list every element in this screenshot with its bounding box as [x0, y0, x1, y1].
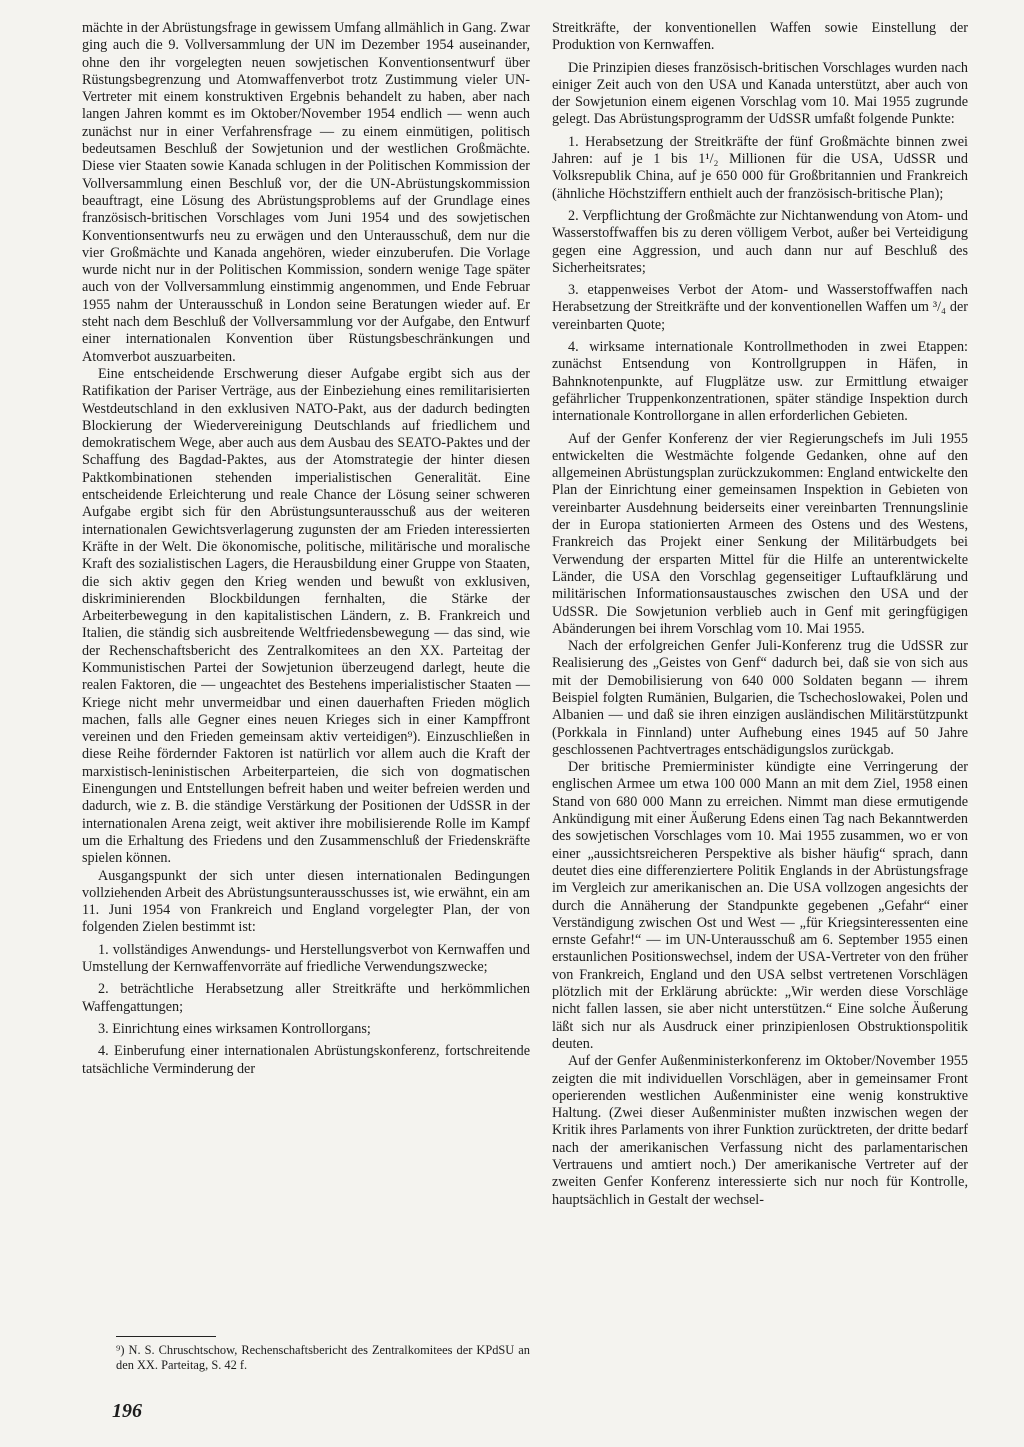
list-item: 3. etappenweises Verbot der Atom- und Wasserstoffwaffen nach Herabsetzung der Streitkräfte und der konventionellen Waffen um ³/₄ der vereinbarten Quote;: [552, 282, 968, 333]
list-item: 4. Einberufung einer internationalen Abrüstungskonferenz, fortschreitende tatsächliche Verminderung der: [82, 1043, 530, 1077]
footnote: [116, 1343, 530, 1373]
left-text-column: [82, 20, 530, 1078]
paragraph: Die Prinzipien dieses französisch-britischen Vorschlages wurden nach einiger Zeit auch von den USA und Kanada unterstützt, aber auch von der Sowjetunion einem eigenen Vorschlag vom 10. Mai 1955 zugrunde gelegt. Das Abrüstungsprogramm der UdSSR umfaßt folgende Punkte:: [552, 59, 968, 128]
right-text-column: [552, 20, 968, 1209]
footnote-text: ⁹) N. S. Chruschtschow, Rechenschaftsbericht des Zentralkomitees der KPdSU an den XX. Parteitag, S. 42 f.: [116, 1343, 530, 1372]
list-item: 1. vollständiges Anwendungs- und Herstellungsverbot von Kernwaffen und Umstellung der Kernwaffenvorräte auf friedliche Verwendungszwecke;: [82, 941, 530, 976]
list-item: 2. Verpflichtung der Großmächte zur Nichtanwendung von Atom- und Wasserstoffwaffen bis zu deren völligem Verbot, außer bei Verteidigung gegen eine Aggression, und auch dann nur auf Beschluß des Sicherheitsrates;: [552, 207, 968, 276]
page-number: 196: [112, 1400, 142, 1422]
paragraph: Ausgangspunkt der sich unter diesen internationalen Bedingungen vollziehenden Arbeit des Abrüstungsunterausschusses ist, wie erwähnt, ein am 11. Juni 1954 von Frankreich und England vorgelegter Plan, der von folgenden Zielen bestimmt ist:: [82, 867, 530, 936]
paragraph: Der britische Premierminister kündigte eine Verringerung der englischen Armee um etwa 100 000 Mann an mit dem Ziel, 1958 einen Stand von 680 000 Mann zu erreichen. Nimmt man diese ermutigende Ankündigung mit einer Äußerung Edens einen Tag nach Bekanntwerden des sowjetischen Vorschlages vom 10. Mai 1955 zusammen, wo er von einer „aussichtsreicheren Perspektive als bisher häufig“ sprach, dann deutet dies eine differenziertere Politik Englands in der Abrüstungsfrage im Vergleich zur amerikanischen an. Die USA vollzogen angesichts der durch die Annäherung der Standpunkte gegebenen „Gefahr“ einer Verständigung zwischen Ost und West — „für Kriegsinteressenten eine ernste Gefahr!“ — im UN-Unterausschuß am 6. September 1955 einen erstaunlichen Positionswechsel, indem der USA-Vertreter von den früher von Frankreich, England und den USA selbst vertretenen Vorschlägen plötzlich mit der Erklärung abrückte: „Wir werden diese Vorschläge nicht fallen lassen, sie aber nicht unterstützen.“ Eine solche Äußerung läßt sich nur als Ausdruck einer prinzipienlosen Obstruktionspolitik deuten.: [552, 759, 968, 1052]
list-item: 3. Einrichtung eines wirksamen Kontrollorgans;: [98, 1020, 371, 1037]
list-item: 2. beträchtliche Herabsetzung aller Streitkräfte und herkömmlichen Waffengattungen;: [82, 981, 530, 1015]
paragraph: mächte in der Abrüstungsfrage in gewissem Umfang allmählich in Gang. Zwar ging auch die 9. Vollversammlung der UN im Dezember 1954 auseinander, ohne den ihr vorgelegten neuen sowjetischen Konventionsentwurf über Rüstungsbegrenzung und Atomwaffenverbot trotz Zustimmung vieler UN-Vertreter mit einem konstruktiven Ergebnis behandelt zu haben, aber nach langen Jahren kommt es im Oktober/November 1954 endlich — wenn auch zunächst nur in einer Verfahrensfrage — zu einem einmütigen, politisch bedeutsamen Beschluß der Sowjetunion und der westlichen Großmächte. Diese vier Staaten sowie Kanada schlugen in der Politischen Kommission der Vollversammlung einen Beschluß vor, der die UN-Abrüstungskommission beauftragt, eine Lösung des Abrüstungsproblems auf der Grundlage eines französisch-britischen Vorschlages vom Juni 1954 und des sowjetischen Konventionsentwurfs neu zu erwägen und den Unterausschuß, dem nur die vier Großmächte und Kanada angehören, wieder einzuberufen. Die Vorlage wurde nicht nur in der Politischen Kommission, sondern wenige Tage später auch von der Vollversammlung einstimmig angenommen, und Ende Februar 1955 nahm der Unterausschuß in London seine Beratungen wieder auf. Er steht nach dem Beschluß der Vollversammlung vor der Aufgabe, den Entwurf einer internationalen Konvention über Rüstungsbeschränkungen und Atomverbot auszuarbeiten.: [82, 20, 530, 365]
paragraph: Streitkräfte, der konventionellen Waffen sowie Einstellung der Produktion von Kernwaffen.: [552, 20, 968, 54]
list-item: 4. wirksame internationale Kontrollmethoden in zwei Etappen: zunächst Entsendung von Kontrollgruppen in Häfen, in Bahnknotenpunkte, auf Flugplätze usw. zur Ermittlung etwaiger gefährlicher Truppenkonzentrationen, später ständige Inspektion durch internationale Kontrollorgane in allen erforderlichen Gebieten.: [552, 339, 968, 425]
paragraph: Auf der Genfer Konferenz der vier Regierungschefs im Juli 1955 entwickelten die Westmächte folgende Gedanken, ohne auf den allgemeinen Abrüstungsplan zurückzukommen: England entwickelte den Plan der Einrichtung einer gemeinsamen Inspektion in Gebieten von vereinbarter Ausdehnung beiderseits einer vereinbarten Trennungslinie der in Europa stationierten Armeen des Ostens und des Westens, Frankreich das Projekt einer Senkung der Militärbudgets bei Verwendung der ersparten Mittel für die Hilfe an unterentwickelte Länder, die USA den Vorschlag gegenseitiger Luftaufklärung und militärischen Informationsaustausches zwischen den USA und der UdSSR. Die Sowjetunion verblieb auch in Genf mit geringfügigen Abänderungen bei ihrem Vorschlag vom 10. Mai 1955.: [552, 430, 968, 637]
paragraph: Eine entscheidende Erschwerung dieser Aufgabe ergibt sich aus der Ratifikation der Pariser Verträge, aus der Einbeziehung eines remilitarisierten Westdeutschland in den exklusiven NATO-Pakt, aus der dadurch bedingten Blockierung der Wiedervereinigung Deutschlands auf friedlichem und demokratischem Wege, aber auch aus dem Ausbau des SEATO-Paktes und der Schaffung des Bagdad-Paktes, aus der Atomstrategie der hinter diesen Paktkombinationen stehenden imperialistischen Generalität. Eine entscheidende Erleichterung und reale Chance der Lösung seiner schweren Aufgabe ergibt sich für den Abrüstungsunterausschuß aus der weiteren internationalen Gewichtsverlagerung zugunsten der am Frieden interessierten Kräfte in der Welt. Die ökonomische, politische, militärische und moralische Kraft des sozialistischen Lagers, die Herausbildung einer Gruppe von Staaten, die sich aktiv gegen den Krieg wenden und bewußt von exklusiven, diskriminierenden Blockbildungen fernhalten, die Stärke der Arbeiterbewegung in den kapitalistischen Ländern, z. B. Frankreich und Italien, die ständig sich ausbreitende Weltfriedensbewegung — das sind, wie der Rechenschaftsbericht des Zentralkomitees an den XX. Parteitag der Kommunistischen Partei der Sowjetunion überzeugend darlegt, heute die realen Faktoren, die — ungeachtet des Bestehens imperialistischer Staaten — Kriege nicht mehr unvermeidbar und einen dauerhaften Frieden möglich machen, falls alle Gegner eines neuen Krieges sich in einer Kampffront vereinen und den Frieden gemeinsam aktiv verteidigen⁹). Einzuschließen in diese Reihe fördernder Faktoren ist natürlich vor allem auch die Kraft der marxistisch-leninistischen Arbeiterparteien, die sich von dogmatischen Einengungen und Entstellungen befreit haben und weiter befreien werden und dadurch, wie z. B. die ständige Verstärkung der Positionen der UdSSR in der internationalen Arena zeigt, weit aktiver ihre mobilisierende Rolle im Kampf um die Erhaltung des Friedens und den Zusammenschluß der Friedenskräfte spielen können.: [82, 365, 530, 867]
paragraph: Nach der erfolgreichen Genfer Juli-Konferenz trug die UdSSR zur Realisierung des „Geistes von Genf“ dadurch bei, daß sie von sich aus mit der Demobilisierung von 640 000 Soldaten begann — ihrem Beispiel folgten Rumänien, Bulgarien, die Tschechoslowakei, Polen und Albanien — und daß sie ihren einzigen ausländischen Militärstützpunkt (Porkkala in Finnland) unter Aufhebung eines 1945 auf 50 Jahre geschlossenen Pachtvertrages entschädigungslos zurückgab.: [552, 638, 968, 758]
footnote-divider: [116, 1336, 216, 1337]
paragraph: Auf der Genfer Außenministerkonferenz im Oktober/November 1955 zeigten die mit individuellen Vorschlägen, aber in gemeinsamer Front operierenden westlichen Außenminister eine wenig konstruktive Haltung. (Zwei dieser Außenminister mußten inzwischen wegen der Kritik ihres Parlaments von ihrer Funktion zurücktreten, der dritte bedarf nach der amerikanischen Verfassung nicht des parlamentarischen Vertrauens und amtiert noch.) Der amerikanische Vertreter auf der zweiten Genfer Konferenz interessierte sich nur noch für Kontrolle, hauptsächlich in Gestalt der wechsel-: [552, 1053, 968, 1208]
list-item: 1. Herabsetzung der Streitkräfte der fünf Großmächte binnen zwei Jahren: auf je 1 bis 1¹/₂ Millionen für die USA, UdSSR und Volksrepublik China, auf je 650 000 für Großbritannien und Frankreich (ähnliche Höchstziffern enthielt auch der französisch-britische Plan);: [552, 133, 968, 202]
